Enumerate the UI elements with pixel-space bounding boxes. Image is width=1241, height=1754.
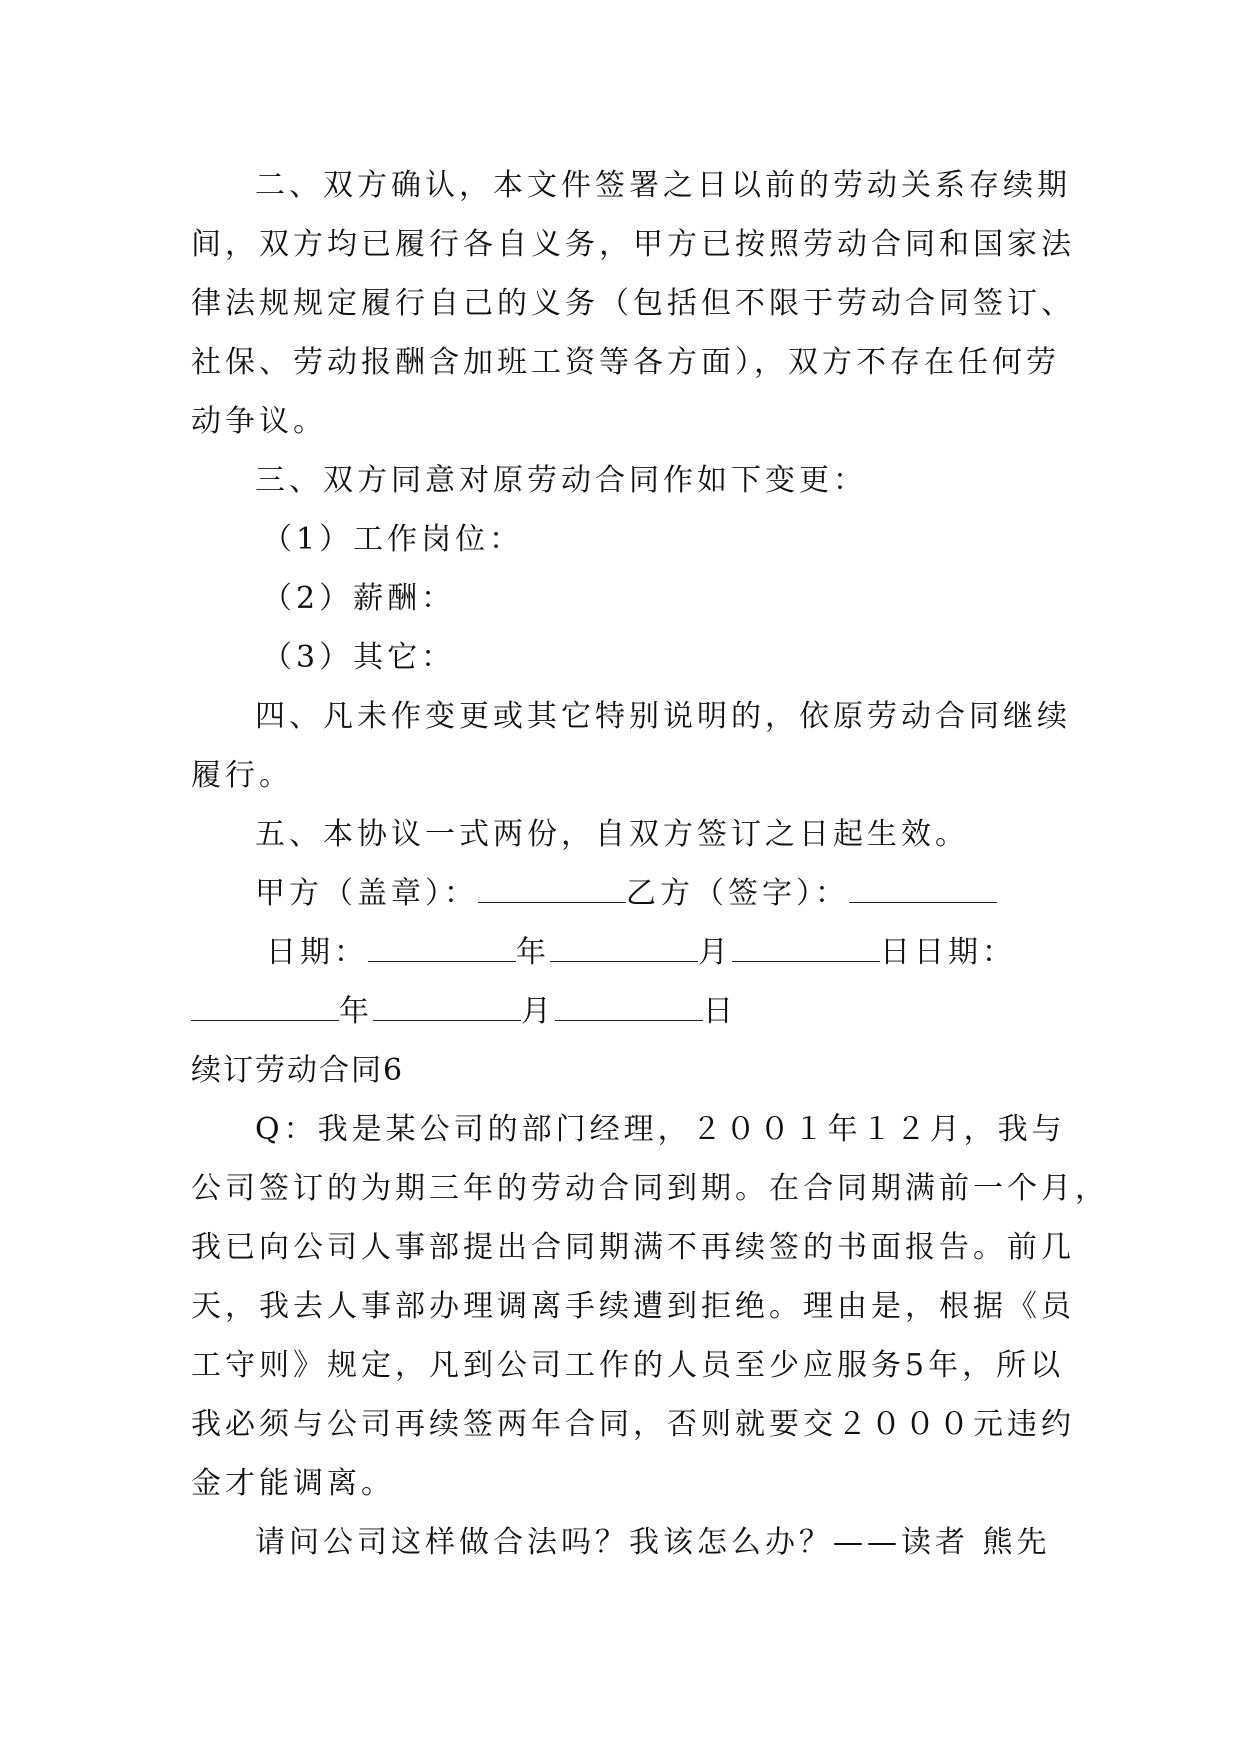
- list-item: （1）工作岗位：: [262, 522, 524, 557]
- qa-line: 我必须与公司再续签两年合同，否则就要交２０００元违约: [191, 1407, 1075, 1442]
- party-b-blank: [849, 874, 997, 903]
- qa-line: 工守则》规定，凡到公司工作的人员至少应服务5年，所以: [191, 1348, 1065, 1383]
- party-b-label: 乙方（签字）：: [626, 876, 849, 911]
- day-label: 日: [703, 994, 737, 1029]
- month-label: 月: [521, 994, 555, 1029]
- year-label: 年: [339, 994, 373, 1029]
- date-line-continued: [191, 992, 1071, 1032]
- date-line: [266, 933, 1146, 973]
- month-blank: [373, 992, 521, 1021]
- party-a-blank: [478, 874, 626, 903]
- qa-line: 公司签订的为期三年的劳动合同到期。在合同期满前一个月，: [191, 1171, 1109, 1206]
- paragraph-line: 动争议。: [191, 404, 327, 439]
- month-label: 月: [698, 935, 732, 970]
- paragraph-line: 二、双方确认，本文件签署之日以前的劳动关系存续期: [255, 168, 1071, 203]
- party-a-label: 甲方（盖章）：: [255, 876, 478, 911]
- day-blank: [555, 992, 703, 1021]
- date-label: 日期：: [266, 935, 368, 970]
- list-item: （2）薪酬：: [262, 581, 456, 616]
- paragraph-line: 律法规规定履行自己的义务（包括但不限于劳动合同签订、: [191, 286, 1075, 321]
- qa-line: 我已向公司人事部提出合同期满不再续签的书面报告。前几: [191, 1230, 1075, 1265]
- list-item: （3）其它：: [262, 640, 456, 675]
- signature-line: [255, 874, 1135, 914]
- qa-line: 金才能调离。: [191, 1466, 395, 1501]
- paragraph-line: 三、双方同意对原劳动合同作如下变更：: [255, 463, 867, 498]
- paragraph-line: 间，双方均已履行各自义务，甲方已按照劳动合同和国家法: [191, 227, 1075, 262]
- section-heading: 续订劳动合同6: [191, 1053, 405, 1088]
- year-label: 年: [516, 935, 550, 970]
- paragraph-line: 履行。: [191, 758, 293, 793]
- qa-line: Q：我是某公司的部门经理，２００１年１２月，我与: [255, 1112, 1066, 1147]
- qa-line: 请问公司这样做合法吗？我该怎么办？——读者 熊先: [255, 1525, 1051, 1560]
- paragraph-line: 五、本协议一式两份，自双方签订之日起生效。: [255, 817, 969, 852]
- year-blank: [368, 933, 516, 962]
- paragraph-line: 社保、劳动报酬含加班工资等各方面），双方不存在任何劳: [191, 345, 1060, 380]
- day-blank: [732, 933, 880, 962]
- month-blank: [550, 933, 698, 962]
- qa-line: 天，我去人事部办理调离手续遭到拒绝。理由是，根据《员: [191, 1289, 1075, 1324]
- day-and-date-label: 日日期：: [880, 935, 1016, 970]
- year-blank: [191, 992, 339, 1021]
- paragraph-line: 四、凡未作变更或其它特别说明的，依原劳动合同继续: [255, 699, 1071, 734]
